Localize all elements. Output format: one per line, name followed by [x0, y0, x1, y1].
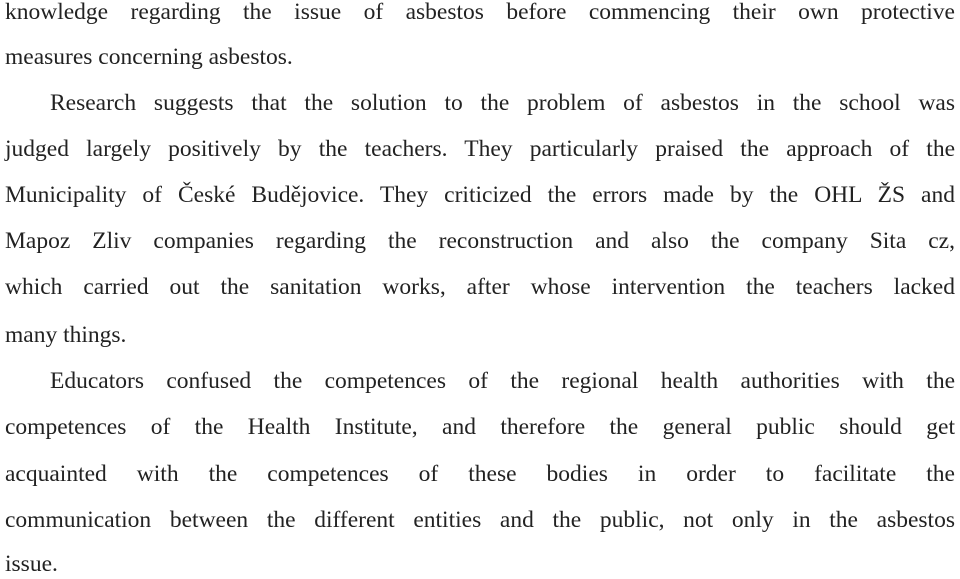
- paragraph-2-line-2: judged largely positively by the teachers. They particularly praised the approach of the: [5, 136, 955, 162]
- paragraph-2-line-1: Research suggests that the solution to the problem of asbestos in the school was: [50, 90, 955, 116]
- paragraph-3-line-3: acquainted with the competences of these bodies in order to facilitate the: [5, 461, 955, 487]
- paragraph-1-line-1: knowledge regarding the issue of asbestos before commencing their own protective: [5, 0, 955, 25]
- paragraph-2-line-4: Mapoz Zliv companies regarding the reconstruction and also the company Sita cz,: [5, 228, 955, 254]
- paragraph-3-line-2: competences of the Health Institute, and therefore the general public should get: [5, 414, 955, 440]
- paragraph-3-line-1: Educators confused the competences of the regional health authorities with the: [50, 368, 955, 394]
- paragraph-3-line-5: issue.: [5, 551, 58, 577]
- paragraph-2-line-3: Municipality of České Budějovice. They criticized the errors made by the OHL ŽS and: [5, 182, 955, 208]
- paragraph-2-line-5: which carried out the sanitation works, after whose intervention the teachers lacked: [5, 274, 955, 300]
- paragraph-1-line-2: measures concerning asbestos.: [5, 44, 293, 70]
- paragraph-2-line-6: many things.: [5, 322, 127, 348]
- paragraph-3-line-4: communication between the different entities and the public, not only in the asbestos: [5, 507, 955, 533]
